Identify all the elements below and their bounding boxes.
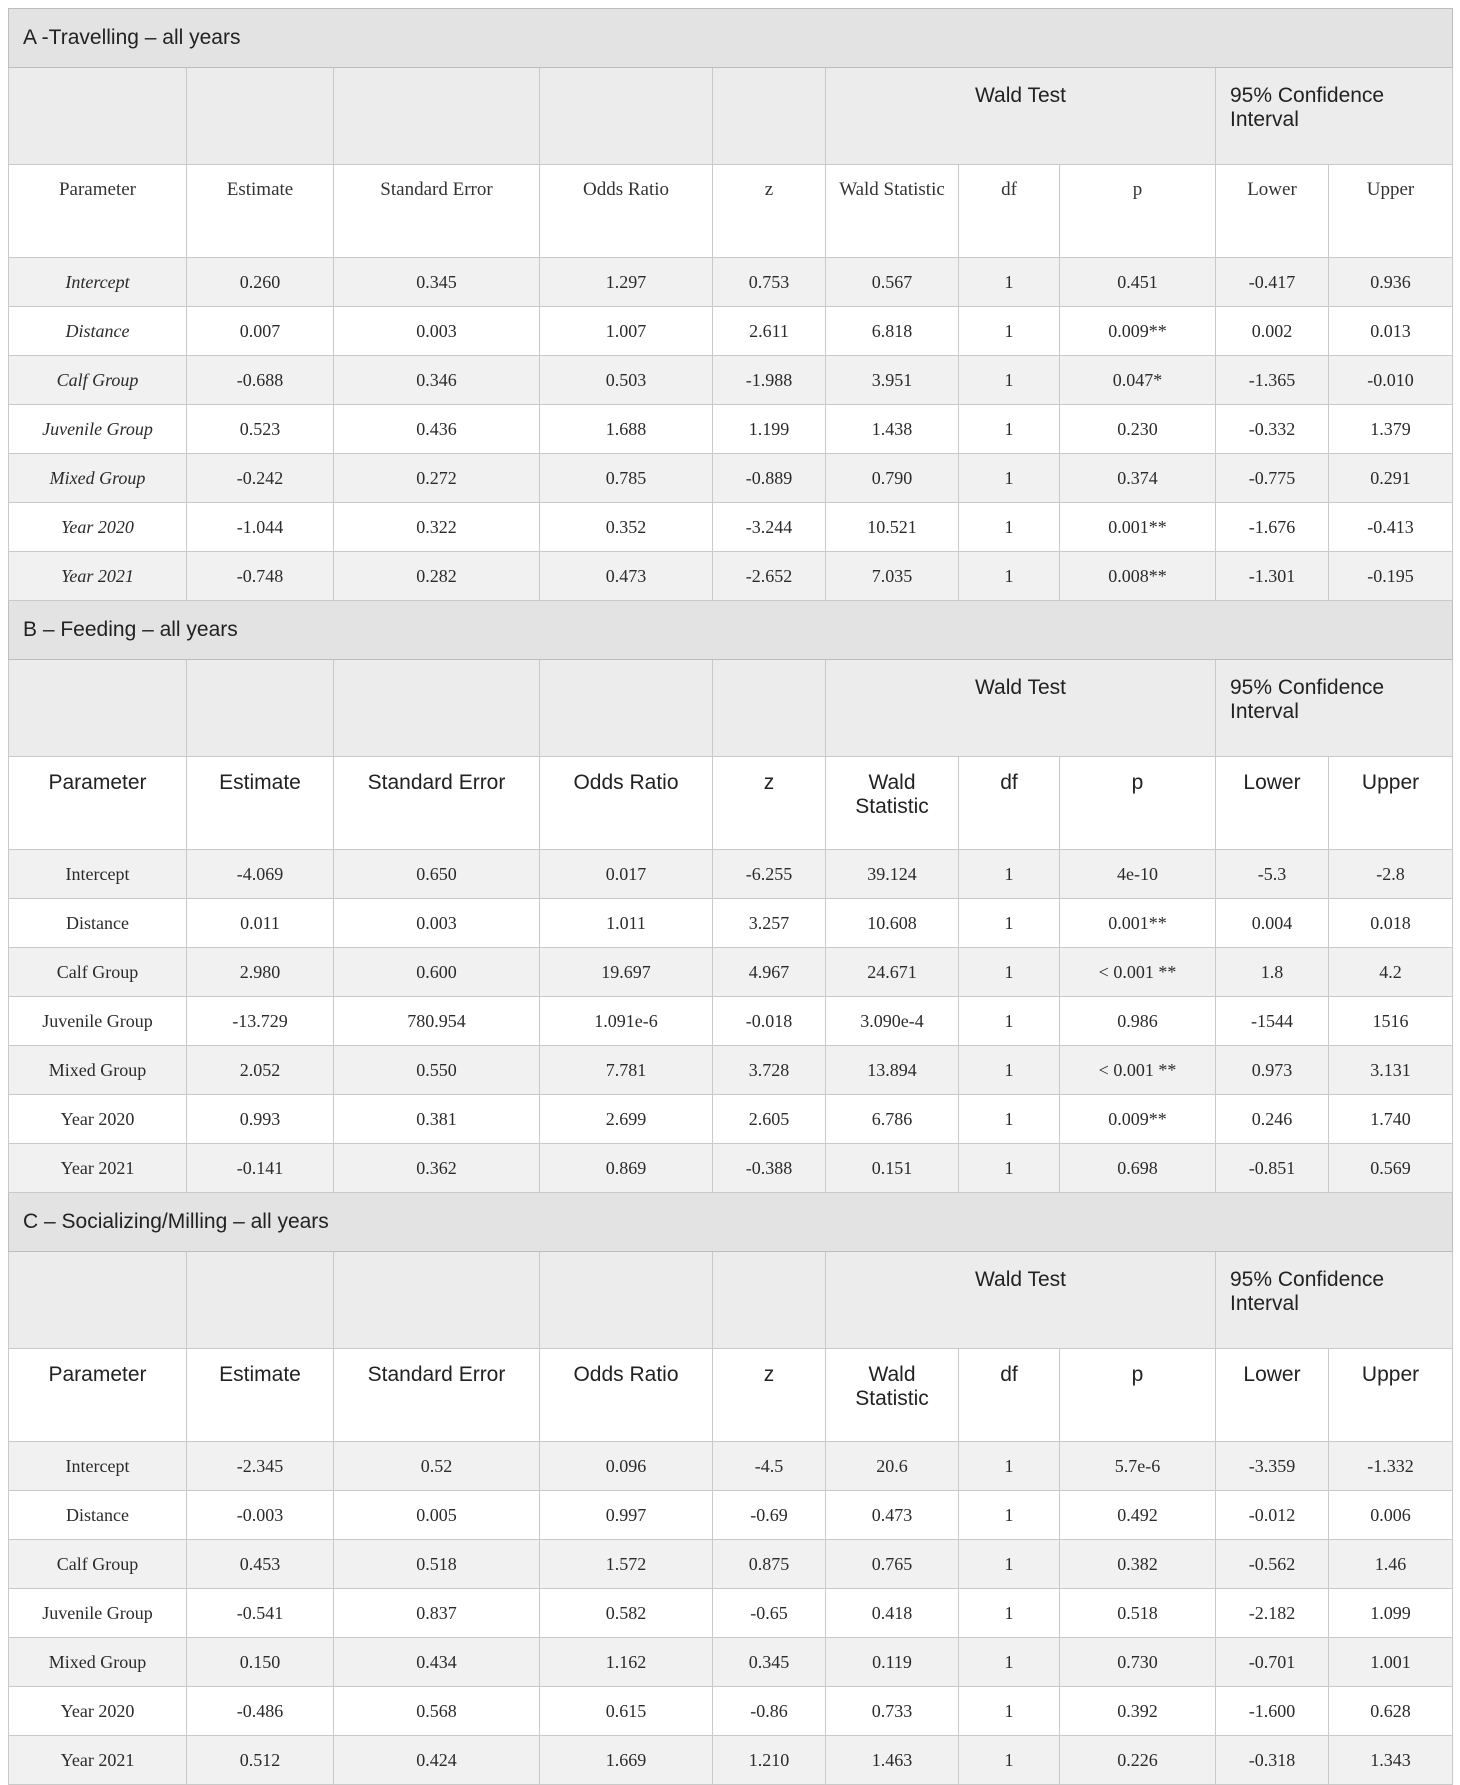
value-cell: 0.047* bbox=[1060, 356, 1216, 405]
value-cell: 2.699 bbox=[540, 1095, 713, 1144]
value-cell: 0.011 bbox=[187, 899, 334, 948]
column-header: z bbox=[713, 1349, 826, 1442]
parameter-cell: Calf Group bbox=[9, 356, 187, 405]
value-cell: 4e-10 bbox=[1060, 850, 1216, 899]
column-header: p bbox=[1060, 165, 1216, 258]
value-cell: 0.260 bbox=[187, 258, 334, 307]
parameter-cell: Intercept bbox=[9, 1442, 187, 1491]
value-cell: -1.988 bbox=[713, 356, 826, 405]
value-cell: 2.605 bbox=[713, 1095, 826, 1144]
value-cell: -4.069 bbox=[187, 850, 334, 899]
value-cell: 0.615 bbox=[540, 1687, 713, 1736]
group-header-row bbox=[9, 660, 1453, 757]
value-cell: 0.600 bbox=[334, 948, 540, 997]
group-header-row bbox=[9, 68, 1453, 165]
table-row bbox=[9, 948, 1453, 997]
value-cell: 1 bbox=[959, 454, 1060, 503]
column-header: Upper bbox=[1329, 165, 1453, 258]
value-cell: 3.090e-4 bbox=[826, 997, 959, 1046]
value-cell: -0.141 bbox=[187, 1144, 334, 1193]
value-cell: 3.951 bbox=[826, 356, 959, 405]
value-cell: -1.332 bbox=[1329, 1442, 1453, 1491]
value-cell: -5.3 bbox=[1216, 850, 1329, 899]
empty-header-cell bbox=[334, 1252, 540, 1349]
table-row bbox=[9, 454, 1453, 503]
value-cell: 19.697 bbox=[540, 948, 713, 997]
column-header: Standard Error bbox=[334, 757, 540, 850]
value-cell: < 0.001 ** bbox=[1060, 948, 1216, 997]
table-row bbox=[9, 1491, 1453, 1540]
value-cell: 4.2 bbox=[1329, 948, 1453, 997]
value-cell: 1 bbox=[959, 1144, 1060, 1193]
value-cell: 0.003 bbox=[334, 307, 540, 356]
empty-header-cell bbox=[334, 68, 540, 165]
table-row bbox=[9, 405, 1453, 454]
value-cell: 0.492 bbox=[1060, 1491, 1216, 1540]
value-cell: 1.438 bbox=[826, 405, 959, 454]
confidence-interval-header: 95% Confidence Interval bbox=[1216, 660, 1453, 757]
table-row bbox=[9, 1442, 1453, 1491]
value-cell: 1.669 bbox=[540, 1736, 713, 1785]
column-header: Wald Statistic bbox=[826, 165, 959, 258]
value-cell: 1.099 bbox=[1329, 1589, 1453, 1638]
value-cell: 1.199 bbox=[713, 405, 826, 454]
value-cell: 0.765 bbox=[826, 1540, 959, 1589]
parameter-cell: Mixed Group bbox=[9, 1046, 187, 1095]
value-cell: -0.69 bbox=[713, 1491, 826, 1540]
column-header: z bbox=[713, 757, 826, 850]
value-cell: 0.650 bbox=[334, 850, 540, 899]
value-cell: -0.195 bbox=[1329, 552, 1453, 601]
value-cell: 1.001 bbox=[1329, 1638, 1453, 1687]
section-title: C – Socializing/Milling – all years bbox=[9, 1193, 1453, 1252]
section-title-row bbox=[9, 601, 1453, 660]
empty-header-cell bbox=[9, 68, 187, 165]
value-cell: 2.611 bbox=[713, 307, 826, 356]
value-cell: -0.242 bbox=[187, 454, 334, 503]
value-cell: -0.010 bbox=[1329, 356, 1453, 405]
value-cell: 0.434 bbox=[334, 1638, 540, 1687]
value-cell: -0.65 bbox=[713, 1589, 826, 1638]
value-cell: 5.7e-6 bbox=[1060, 1442, 1216, 1491]
results-table-container bbox=[8, 8, 1452, 1785]
column-header: Estimate bbox=[187, 165, 334, 258]
value-cell: 0.837 bbox=[334, 1589, 540, 1638]
value-cell: 10.608 bbox=[826, 899, 959, 948]
value-cell: 7.035 bbox=[826, 552, 959, 601]
column-header: df bbox=[959, 757, 1060, 850]
value-cell: 1 bbox=[959, 1540, 1060, 1589]
value-cell: 1.688 bbox=[540, 405, 713, 454]
value-cell: 1 bbox=[959, 405, 1060, 454]
value-cell: 1.46 bbox=[1329, 1540, 1453, 1589]
value-cell: 7.781 bbox=[540, 1046, 713, 1095]
value-cell: 0.582 bbox=[540, 1589, 713, 1638]
value-cell: 0.785 bbox=[540, 454, 713, 503]
value-cell: 0.382 bbox=[1060, 1540, 1216, 1589]
empty-header-cell bbox=[540, 68, 713, 165]
value-cell: 0.993 bbox=[187, 1095, 334, 1144]
empty-header-cell bbox=[713, 660, 826, 757]
table-row bbox=[9, 356, 1453, 405]
parameter-cell: Calf Group bbox=[9, 1540, 187, 1589]
section-title-row bbox=[9, 1193, 1453, 1252]
value-cell: 0.272 bbox=[334, 454, 540, 503]
value-cell: -1.676 bbox=[1216, 503, 1329, 552]
value-cell: -2.652 bbox=[713, 552, 826, 601]
empty-header-cell bbox=[540, 660, 713, 757]
value-cell: -0.541 bbox=[187, 1589, 334, 1638]
value-cell: 1 bbox=[959, 1491, 1060, 1540]
value-cell: 0.473 bbox=[540, 552, 713, 601]
value-cell: -0.318 bbox=[1216, 1736, 1329, 1785]
section-title-row bbox=[9, 9, 1453, 68]
value-cell: 1 bbox=[959, 1095, 1060, 1144]
value-cell: 2.052 bbox=[187, 1046, 334, 1095]
table-row bbox=[9, 850, 1453, 899]
value-cell: 0.013 bbox=[1329, 307, 1453, 356]
column-header: Lower bbox=[1216, 165, 1329, 258]
parameter-cell: Distance bbox=[9, 307, 187, 356]
value-cell: 20.6 bbox=[826, 1442, 959, 1491]
value-cell: 0.392 bbox=[1060, 1687, 1216, 1736]
column-header: Parameter bbox=[9, 1349, 187, 1442]
value-cell: 24.671 bbox=[826, 948, 959, 997]
column-header: df bbox=[959, 165, 1060, 258]
confidence-interval-header: 95% Confidence Interval bbox=[1216, 1252, 1453, 1349]
value-cell: 0.346 bbox=[334, 356, 540, 405]
value-cell: 0.997 bbox=[540, 1491, 713, 1540]
value-cell: -3.244 bbox=[713, 503, 826, 552]
value-cell: -0.018 bbox=[713, 997, 826, 1046]
table-row bbox=[9, 503, 1453, 552]
value-cell: -1.600 bbox=[1216, 1687, 1329, 1736]
empty-header-cell bbox=[187, 1252, 334, 1349]
value-cell: 0.733 bbox=[826, 1687, 959, 1736]
section-title: A -Travelling – all years bbox=[9, 9, 1453, 68]
value-cell: 1.379 bbox=[1329, 405, 1453, 454]
value-cell: -1544 bbox=[1216, 997, 1329, 1046]
parameter-cell: Year 2021 bbox=[9, 1144, 187, 1193]
value-cell: < 0.001 ** bbox=[1060, 1046, 1216, 1095]
column-header: Parameter bbox=[9, 757, 187, 850]
value-cell: -4.5 bbox=[713, 1442, 826, 1491]
parameter-cell: Juvenile Group bbox=[9, 997, 187, 1046]
value-cell: -0.688 bbox=[187, 356, 334, 405]
column-header: Wald Statistic bbox=[826, 1349, 959, 1442]
value-cell: 0.002 bbox=[1216, 307, 1329, 356]
parameter-cell: Intercept bbox=[9, 850, 187, 899]
value-cell: 3.131 bbox=[1329, 1046, 1453, 1095]
value-cell: 1.297 bbox=[540, 258, 713, 307]
value-cell: 0.424 bbox=[334, 1736, 540, 1785]
empty-header-cell bbox=[9, 660, 187, 757]
section-title: B – Feeding – all years bbox=[9, 601, 1453, 660]
value-cell: 0.345 bbox=[334, 258, 540, 307]
value-cell: 0.936 bbox=[1329, 258, 1453, 307]
value-cell: 0.512 bbox=[187, 1736, 334, 1785]
parameter-cell: Distance bbox=[9, 899, 187, 948]
value-cell: 0.352 bbox=[540, 503, 713, 552]
column-header-row bbox=[9, 1349, 1453, 1442]
parameter-cell: Distance bbox=[9, 1491, 187, 1540]
value-cell: 1 bbox=[959, 307, 1060, 356]
value-cell: -1.365 bbox=[1216, 356, 1329, 405]
value-cell: -0.701 bbox=[1216, 1638, 1329, 1687]
value-cell: 1.343 bbox=[1329, 1736, 1453, 1785]
wald-test-header: Wald Test bbox=[826, 660, 1216, 757]
value-cell: 0.418 bbox=[826, 1589, 959, 1638]
value-cell: 780.954 bbox=[334, 997, 540, 1046]
value-cell: 6.786 bbox=[826, 1095, 959, 1144]
value-cell: 0.518 bbox=[334, 1540, 540, 1589]
value-cell: -1.301 bbox=[1216, 552, 1329, 601]
value-cell: 1.210 bbox=[713, 1736, 826, 1785]
value-cell: 0.875 bbox=[713, 1540, 826, 1589]
value-cell: -0.003 bbox=[187, 1491, 334, 1540]
value-cell: 0.008** bbox=[1060, 552, 1216, 601]
value-cell: 1 bbox=[959, 258, 1060, 307]
value-cell: 0.753 bbox=[713, 258, 826, 307]
wald-test-header: Wald Test bbox=[826, 68, 1216, 165]
value-cell: 0.869 bbox=[540, 1144, 713, 1193]
value-cell: 0.119 bbox=[826, 1638, 959, 1687]
value-cell: 1 bbox=[959, 997, 1060, 1046]
value-cell: -0.012 bbox=[1216, 1491, 1329, 1540]
value-cell: 1.007 bbox=[540, 307, 713, 356]
empty-header-cell bbox=[713, 68, 826, 165]
value-cell: 4.967 bbox=[713, 948, 826, 997]
value-cell: 0.503 bbox=[540, 356, 713, 405]
group-header-row bbox=[9, 1252, 1453, 1349]
value-cell: 0.730 bbox=[1060, 1638, 1216, 1687]
value-cell: 1.8 bbox=[1216, 948, 1329, 997]
value-cell: -0.775 bbox=[1216, 454, 1329, 503]
value-cell: 0.453 bbox=[187, 1540, 334, 1589]
value-cell: -2.8 bbox=[1329, 850, 1453, 899]
value-cell: 0.473 bbox=[826, 1491, 959, 1540]
value-cell: 0.007 bbox=[187, 307, 334, 356]
parameter-cell: Year 2021 bbox=[9, 552, 187, 601]
value-cell: 0.362 bbox=[334, 1144, 540, 1193]
value-cell: 13.894 bbox=[826, 1046, 959, 1095]
value-cell: 1.091e-6 bbox=[540, 997, 713, 1046]
value-cell: 1 bbox=[959, 1442, 1060, 1491]
value-cell: 1 bbox=[959, 503, 1060, 552]
table-body bbox=[9, 9, 1453, 1785]
wald-test-header: Wald Test bbox=[826, 1252, 1216, 1349]
value-cell: 0.550 bbox=[334, 1046, 540, 1095]
column-header: Lower bbox=[1216, 757, 1329, 850]
table-row bbox=[9, 1589, 1453, 1638]
value-cell: 0.151 bbox=[826, 1144, 959, 1193]
value-cell: -6.255 bbox=[713, 850, 826, 899]
table-row bbox=[9, 1046, 1453, 1095]
table-row bbox=[9, 1144, 1453, 1193]
value-cell: 0.226 bbox=[1060, 1736, 1216, 1785]
column-header: Standard Error bbox=[334, 1349, 540, 1442]
value-cell: 1.463 bbox=[826, 1736, 959, 1785]
value-cell: 3.728 bbox=[713, 1046, 826, 1095]
value-cell: 0.52 bbox=[334, 1442, 540, 1491]
value-cell: 0.230 bbox=[1060, 405, 1216, 454]
column-header: Wald Statistic bbox=[826, 757, 959, 850]
value-cell: 0.451 bbox=[1060, 258, 1216, 307]
parameter-cell: Year 2021 bbox=[9, 1736, 187, 1785]
logistic-regression-table bbox=[8, 8, 1453, 1785]
value-cell: 1 bbox=[959, 1687, 1060, 1736]
column-header: Odds Ratio bbox=[540, 1349, 713, 1442]
table-row bbox=[9, 1687, 1453, 1736]
parameter-cell: Intercept bbox=[9, 258, 187, 307]
column-header: df bbox=[959, 1349, 1060, 1442]
table-row bbox=[9, 1638, 1453, 1687]
value-cell: -0.851 bbox=[1216, 1144, 1329, 1193]
value-cell: -0.486 bbox=[187, 1687, 334, 1736]
value-cell: -1.044 bbox=[187, 503, 334, 552]
column-header: Estimate bbox=[187, 757, 334, 850]
value-cell: 0.790 bbox=[826, 454, 959, 503]
value-cell: 1 bbox=[959, 1736, 1060, 1785]
parameter-cell: Juvenile Group bbox=[9, 405, 187, 454]
value-cell: 0.009** bbox=[1060, 1095, 1216, 1144]
parameter-cell: Year 2020 bbox=[9, 1095, 187, 1144]
value-cell: 0.518 bbox=[1060, 1589, 1216, 1638]
parameter-cell: Year 2020 bbox=[9, 503, 187, 552]
table-row bbox=[9, 1095, 1453, 1144]
value-cell: -0.86 bbox=[713, 1687, 826, 1736]
value-cell: 0.973 bbox=[1216, 1046, 1329, 1095]
value-cell: 0.246 bbox=[1216, 1095, 1329, 1144]
column-header: p bbox=[1060, 757, 1216, 850]
column-header: Odds Ratio bbox=[540, 757, 713, 850]
value-cell: 0.628 bbox=[1329, 1687, 1453, 1736]
empty-header-cell bbox=[540, 1252, 713, 1349]
value-cell: 0.567 bbox=[826, 258, 959, 307]
value-cell: -2.182 bbox=[1216, 1589, 1329, 1638]
value-cell: 1 bbox=[959, 1046, 1060, 1095]
value-cell: 0.568 bbox=[334, 1687, 540, 1736]
value-cell: 2.980 bbox=[187, 948, 334, 997]
value-cell: 3.257 bbox=[713, 899, 826, 948]
value-cell: 0.150 bbox=[187, 1638, 334, 1687]
table-row bbox=[9, 258, 1453, 307]
value-cell: 0.282 bbox=[334, 552, 540, 601]
value-cell: -0.388 bbox=[713, 1144, 826, 1193]
value-cell: 0.698 bbox=[1060, 1144, 1216, 1193]
value-cell: 0.006 bbox=[1329, 1491, 1453, 1540]
parameter-cell: Juvenile Group bbox=[9, 1589, 187, 1638]
parameter-cell: Mixed Group bbox=[9, 454, 187, 503]
parameter-cell: Calf Group bbox=[9, 948, 187, 997]
column-header: Parameter bbox=[9, 165, 187, 258]
value-cell: 0.322 bbox=[334, 503, 540, 552]
value-cell: 0.003 bbox=[334, 899, 540, 948]
column-header: Standard Error bbox=[334, 165, 540, 258]
table-row bbox=[9, 1736, 1453, 1785]
value-cell: 0.291 bbox=[1329, 454, 1453, 503]
value-cell: -0.889 bbox=[713, 454, 826, 503]
table-row bbox=[9, 1540, 1453, 1589]
column-header: Odds Ratio bbox=[540, 165, 713, 258]
value-cell: 1 bbox=[959, 1638, 1060, 1687]
table-row bbox=[9, 899, 1453, 948]
table-row bbox=[9, 307, 1453, 356]
empty-header-cell bbox=[187, 68, 334, 165]
value-cell: 1.740 bbox=[1329, 1095, 1453, 1144]
table-row bbox=[9, 552, 1453, 601]
value-cell: 1 bbox=[959, 948, 1060, 997]
value-cell: 1.011 bbox=[540, 899, 713, 948]
confidence-interval-header: 95% Confidence Interval bbox=[1216, 68, 1453, 165]
value-cell: 0.096 bbox=[540, 1442, 713, 1491]
value-cell: 0.381 bbox=[334, 1095, 540, 1144]
value-cell: -3.359 bbox=[1216, 1442, 1329, 1491]
value-cell: 0.569 bbox=[1329, 1144, 1453, 1193]
column-header: Upper bbox=[1329, 757, 1453, 850]
parameter-cell: Mixed Group bbox=[9, 1638, 187, 1687]
column-header-row bbox=[9, 757, 1453, 850]
empty-header-cell bbox=[9, 1252, 187, 1349]
value-cell: 1 bbox=[959, 552, 1060, 601]
value-cell: -0.332 bbox=[1216, 405, 1329, 454]
column-header: p bbox=[1060, 1349, 1216, 1442]
empty-header-cell bbox=[334, 660, 540, 757]
empty-header-cell bbox=[187, 660, 334, 757]
value-cell: 1 bbox=[959, 899, 1060, 948]
value-cell: 0.004 bbox=[1216, 899, 1329, 948]
value-cell: -0.562 bbox=[1216, 1540, 1329, 1589]
parameter-cell: Year 2020 bbox=[9, 1687, 187, 1736]
value-cell: 1.572 bbox=[540, 1540, 713, 1589]
value-cell: 1.162 bbox=[540, 1638, 713, 1687]
column-header: Estimate bbox=[187, 1349, 334, 1442]
column-header-row bbox=[9, 165, 1453, 258]
value-cell: 1 bbox=[959, 356, 1060, 405]
value-cell: 1 bbox=[959, 850, 1060, 899]
value-cell: 0.017 bbox=[540, 850, 713, 899]
table-row bbox=[9, 997, 1453, 1046]
value-cell: 0.001** bbox=[1060, 899, 1216, 948]
value-cell: 0.018 bbox=[1329, 899, 1453, 948]
value-cell: 6.818 bbox=[826, 307, 959, 356]
value-cell: 10.521 bbox=[826, 503, 959, 552]
column-header: Upper bbox=[1329, 1349, 1453, 1442]
value-cell: 1516 bbox=[1329, 997, 1453, 1046]
value-cell: 0.436 bbox=[334, 405, 540, 454]
value-cell: -13.729 bbox=[187, 997, 334, 1046]
value-cell: 0.523 bbox=[187, 405, 334, 454]
value-cell: -0.413 bbox=[1329, 503, 1453, 552]
value-cell: -0.748 bbox=[187, 552, 334, 601]
value-cell: 0.345 bbox=[713, 1638, 826, 1687]
value-cell: 0.009** bbox=[1060, 307, 1216, 356]
empty-header-cell bbox=[713, 1252, 826, 1349]
column-header: z bbox=[713, 165, 826, 258]
value-cell: 0.005 bbox=[334, 1491, 540, 1540]
column-header: Lower bbox=[1216, 1349, 1329, 1442]
value-cell: 0.986 bbox=[1060, 997, 1216, 1046]
value-cell: -0.417 bbox=[1216, 258, 1329, 307]
value-cell: 0.374 bbox=[1060, 454, 1216, 503]
value-cell: 1 bbox=[959, 1589, 1060, 1638]
value-cell: -2.345 bbox=[187, 1442, 334, 1491]
value-cell: 39.124 bbox=[826, 850, 959, 899]
value-cell: 0.001** bbox=[1060, 503, 1216, 552]
